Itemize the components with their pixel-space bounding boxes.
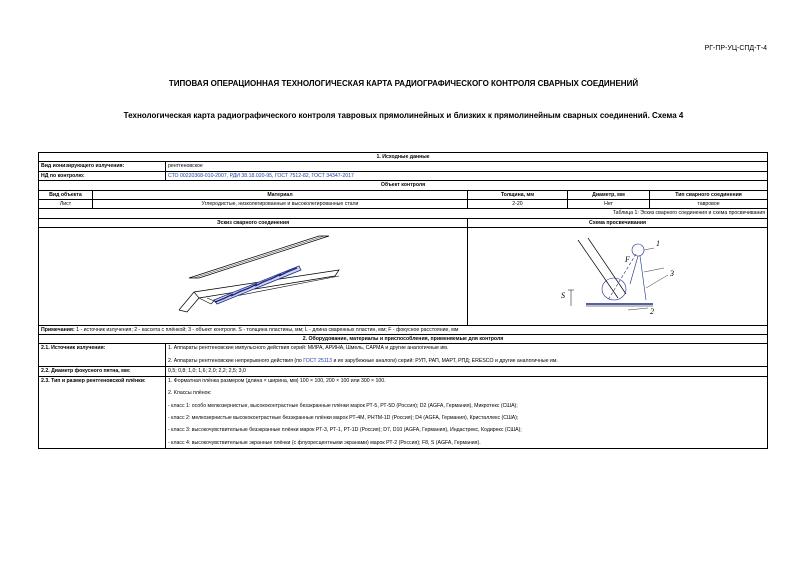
nd-label: НД по контролю:	[39, 171, 166, 180]
radiography-scheme-drawing	[468, 228, 766, 322]
gost-link[interactable]: ГОСТ 25113	[303, 357, 333, 364]
col-material: Материал	[93, 190, 468, 199]
film-value	[166, 376, 768, 448]
source-value	[166, 344, 768, 367]
radiation-type-value: рентгеновское	[166, 162, 768, 171]
tech-card-table	[38, 152, 768, 449]
cell-object-type: Лист	[39, 200, 93, 209]
film-line-4: - класс 2: мелкозернистые высококонтрастные безэкранные плёнки марок РТ-4М, РНТМ-1D (Россия); D4 (AGFA, Германия), Кристаллекс (США);	[168, 414, 519, 421]
film-line-6: - класс 4: высокочувствительные экранные плёнки (с флуоресцентными экранами) марок РТ-2 (Россия); F8, S (AGFA, Германия).	[168, 439, 481, 446]
document-subtitle: Технологическая карта радиографического контроля тавровых прямолинейных и близких к прямолинейным сварных соединений. Схема 4	[123, 111, 684, 120]
sketch-header: Эскиз сварного соединения	[39, 218, 468, 227]
label-cassette: 2	[650, 307, 654, 317]
col-object-type: Вид объекта	[39, 190, 93, 199]
col-diameter: Диаметр, мм	[568, 190, 650, 199]
document-code: РГ-ПР-УЦ-СПД-Т-4	[704, 45, 767, 52]
source-line-2: 2. Аппараты рентгеновские непрерывного действия (по ГОСТ 25113 и их зарубежные аналоги) серий: РУП, РАП, МАРТ, РПД; ERESCO и другие аналогичные им.	[168, 357, 558, 364]
scheme-header: Схема просвечивания	[468, 218, 768, 227]
label-focal: F	[625, 255, 630, 265]
tech-card-sheet	[38, 152, 767, 449]
focus-label: 2.2. Диаметр фокусного пятна, мм:	[39, 367, 166, 376]
object-header: Объект контроля	[39, 181, 768, 190]
source-label: 2.1. Источник излучения:	[39, 344, 166, 367]
film-line-3: - класс 1: особо мелкозернистые, высококонтрастные безэкранные плёнки марок РТ-5, РТ-5D (Россия); D2 (AGFA, Германия), Микротекс (США);	[168, 402, 518, 409]
cell-material: Углеродистые, низколегированные и высоколегированные стали	[93, 200, 468, 209]
notes-label: Примечания:	[41, 326, 75, 333]
weld-sketch-cell	[39, 228, 468, 325]
nd-value-link[interactable]: СТО 00220368-010-2007, РДИ 38.18.020-95, ГОСТ 7512-82, ГОСТ 34347-2017	[166, 171, 768, 180]
document-title: ТИПОВАЯ ОПЕРАЦИОННАЯ ТЕХНОЛОГИЧЕСКАЯ КАРТА РАДИОГРАФИЧЕСКОГО КОНТРОЛЯ СВАРНЫХ СОЕДИНЕНИЙ	[168, 79, 639, 88]
label-object: 3	[670, 269, 674, 279]
label-source: 1	[656, 239, 660, 249]
film-line-5: - класс 3: высокочувствительные безэкранные плёнки марок РТ-3, РТ-1, РТ-1D (Россия); D7, D10 (AGFA, Германия), Индастрекс, Кодирекс (США);	[168, 427, 522, 434]
notes-text: 1 - источник излучения; 2 - кассета с плёнкой; 3 - объект контроля. S - толщина пластины, мм; L - длина сваренных пластин, мм; F - фокусное расстояние, мм	[74, 326, 459, 333]
film-line-1: 1. Форматная плёнка размером (длина × ширина, мм) 100 × 100, 200 × 100 или 300 × 100.	[168, 377, 386, 384]
film-label: 2.3. Тип и размер рентгеновской плёнки:	[39, 376, 166, 448]
scheme-cell	[468, 228, 768, 325]
section-2-title: 2. Оборудование, материалы и приспособления, применяемые для контроля	[39, 335, 768, 344]
cell-joint-type: тавровое	[650, 200, 768, 209]
film-line-2: 2. Классы плёнок:	[168, 390, 212, 397]
focus-value: 0,5; 0,8; 1,0; 1,6; 2,0; 2,2; 2,5; 3,0	[166, 367, 768, 376]
notes-row	[39, 325, 768, 334]
source-line-1: 1. Аппараты рентгеновские импульсного действия серий: МИРА, АРИНА, Шмель, САРМА и другие аналогичные им.	[168, 345, 449, 352]
weld-sketch-drawing	[39, 228, 469, 322]
section-1-title: 1. Исходные данные	[39, 153, 768, 162]
col-joint-type: Тип сварного соединения	[650, 190, 768, 199]
col-thickness: Толщина, мм	[468, 190, 568, 199]
cell-thickness: 2-20	[468, 200, 568, 209]
cell-diameter: Нет	[568, 200, 650, 209]
table-caption: Таблица 1: Эскиз сварного соединения и схема просвечивания	[39, 209, 768, 218]
radiation-type-label: Вид ионизирующего излучения:	[39, 162, 166, 171]
label-thickness: S	[561, 291, 565, 301]
